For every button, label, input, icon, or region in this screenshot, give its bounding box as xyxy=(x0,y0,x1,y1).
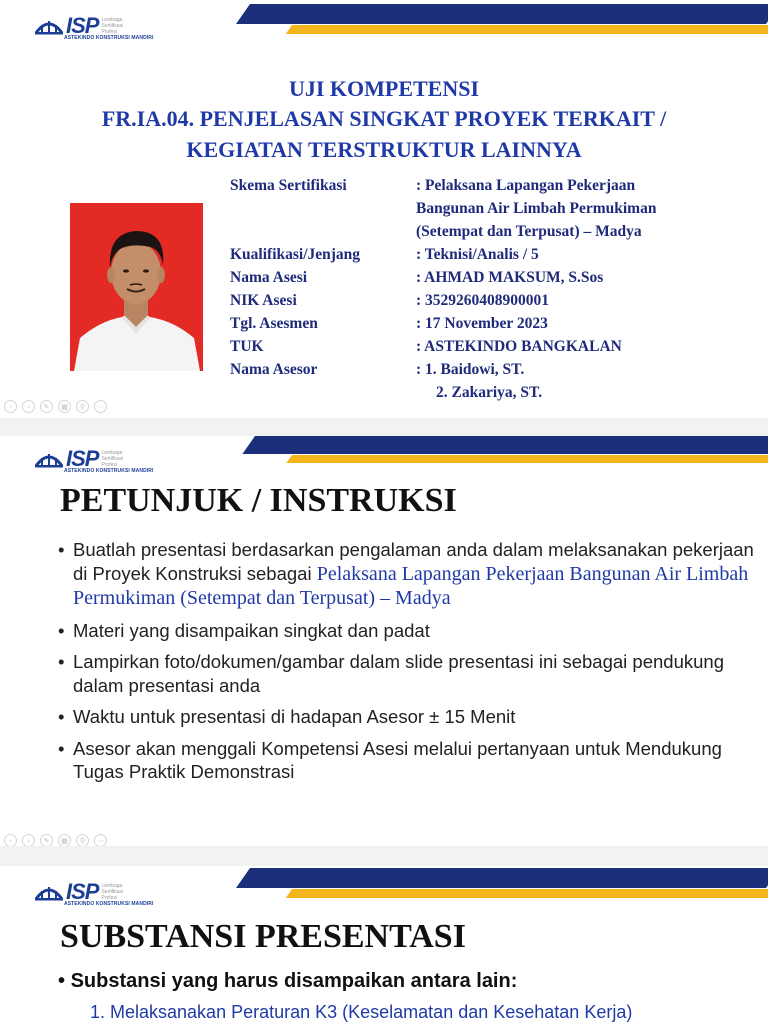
header-stripe-gold xyxy=(286,455,768,463)
header-stripe-blue xyxy=(236,868,768,888)
skema-value-3: (Setempat dan Terpusat) – Madya xyxy=(416,223,642,240)
more-icon[interactable]: ⋯ xyxy=(94,834,107,846)
zoom-icon[interactable]: ⚲ xyxy=(76,834,89,846)
instruction-item: • Lampirkan foto/dokumen/gambar dalam slide presentasi ini sebagai pendukung dalam presentasi anda xyxy=(58,650,758,697)
asesi-photo xyxy=(70,203,203,371)
chevron-right-icon[interactable]: › xyxy=(22,834,35,846)
tgl-asesmen-label: Tgl. Asesmen xyxy=(230,315,318,332)
tuk-label: TUK xyxy=(230,338,264,355)
more-icon[interactable]: ⋯ xyxy=(94,400,107,413)
title-line-2: FR.IA.04. PENJELASAN SINGKAT PROYEK TERKAIT / xyxy=(101,106,667,131)
grid-icon[interactable]: ▦ xyxy=(58,400,71,413)
slide-1 xyxy=(0,0,768,418)
instruction-item: • Materi yang disampaikan singkat dan padat xyxy=(58,619,758,643)
nama-asesor-value-1: : 1. Baidowi, ST. xyxy=(416,361,525,378)
nik-value: : 3529260408900001 xyxy=(416,292,550,309)
slide-toolbar xyxy=(4,400,107,413)
kualifikasi-value: : Teknisi/Analis / 5 xyxy=(416,246,539,263)
substansi-bullet: • Substansi yang harus disampaikan antara lain: xyxy=(58,970,518,992)
kualifikasi-label: Kualifikasi/Jenjang xyxy=(230,246,361,263)
nama-asesor-label: Nama Asesor xyxy=(230,361,318,378)
nama-asesor-value-2: 2. Zakariya, ST. xyxy=(436,384,543,401)
logo-tagline: ASTEKINDO KONSTRUKSI MANDIRI xyxy=(64,35,154,41)
slide-gap xyxy=(0,846,768,866)
nik-label: NIK Asesi xyxy=(230,292,297,309)
logo-side-text: Lembaga Sertifikasi Profesi xyxy=(101,17,124,35)
slide-2 xyxy=(0,436,768,846)
header-stripe-blue xyxy=(236,4,768,24)
chevron-left-icon[interactable]: ‹ xyxy=(4,834,17,846)
bridge-logo-icon xyxy=(34,879,64,905)
substansi-item: 1. Melaksanakan Peraturan K3 (Keselamatan dan Kesehatan Kerja) xyxy=(90,1002,633,1022)
skema-value-1: : Pelaksana Lapangan Pekerjaan xyxy=(416,177,636,194)
tuk-value: : ASTEKINDO BANGKALAN xyxy=(416,338,622,355)
grid-icon[interactable]: ▦ xyxy=(58,834,71,846)
logo-wordmark: ISP xyxy=(66,446,99,471)
logo-tagline: ASTEKINDO KONSTRUKSI MANDIRI xyxy=(64,468,154,474)
tgl-asesmen-value: : 17 November 2023 xyxy=(416,315,548,332)
chevron-right-icon[interactable]: › xyxy=(22,400,35,413)
skema-value-2: Bangunan Air Limbah Permukiman xyxy=(416,200,657,217)
slide-gap xyxy=(0,418,768,436)
logo-wordmark: ISP xyxy=(66,879,99,904)
zoom-icon[interactable]: ⚲ xyxy=(76,400,89,413)
title-line-3: KEGIATAN TERSTRUKTUR LAINNYA xyxy=(186,137,582,162)
nama-asesi-label: Nama Asesi xyxy=(230,269,308,286)
instruction-item: • Waktu untuk presentasi di hadapan Asesor ± 15 Menit xyxy=(58,705,758,729)
logo-side-text: Lembaga Sertifikasi Profesi xyxy=(101,450,124,468)
person-portrait-icon xyxy=(70,203,203,371)
chevron-left-icon[interactable]: ‹ xyxy=(4,400,17,413)
nama-asesi-value: : AHMAD MAKSUM, S.Sos xyxy=(416,269,604,286)
substansi-heading: SUBSTANSI PRESENTASI xyxy=(60,918,466,955)
slide-toolbar xyxy=(4,834,107,846)
bridge-logo-icon xyxy=(34,13,64,39)
instruction-item: • Asesor akan menggali Kompetensi Asesi melalui pertanyaan untuk Mendukung Tugas Praktik Demonstrasi xyxy=(58,737,758,784)
header-stripe-gold xyxy=(286,25,768,34)
instruction-item: • Buatlah presentasi berdasarkan pengalaman anda dalam melaksanakan pekerjaan di Proyek Konstruksi sebagai Pelaksana Lapangan Pekerjaan Bangunan Air Limbah Permukiman (Setempat dan Terpusat) – Madya xyxy=(58,538,758,611)
pen-icon[interactable]: ✎ xyxy=(40,834,53,846)
bridge-logo-icon xyxy=(34,446,64,472)
logo-wordmark: ISP xyxy=(66,13,99,38)
instruction-list xyxy=(58,538,758,784)
slide-3 xyxy=(0,866,768,1024)
logo-tagline: ASTEKINDO KONSTRUKSI MANDIRI xyxy=(64,901,154,907)
pen-icon[interactable]: ✎ xyxy=(40,400,53,413)
skema-label: Skema Sertifikasi xyxy=(230,177,347,194)
header-stripe-blue xyxy=(242,436,768,454)
logo-side-text: Lembaga Sertifikasi Profesi xyxy=(101,883,124,901)
title-line-1: UJI KOMPETENSI xyxy=(288,76,480,101)
instruction-heading: PETUNJUK / INSTRUKSI xyxy=(60,482,457,519)
header-stripe-gold xyxy=(286,889,768,898)
skema-highlight: Pelaksana Lapangan Pekerjaan Bangunan Air Limbah Permukiman (Setempat dan Terpusat) – Madya xyxy=(73,562,749,609)
